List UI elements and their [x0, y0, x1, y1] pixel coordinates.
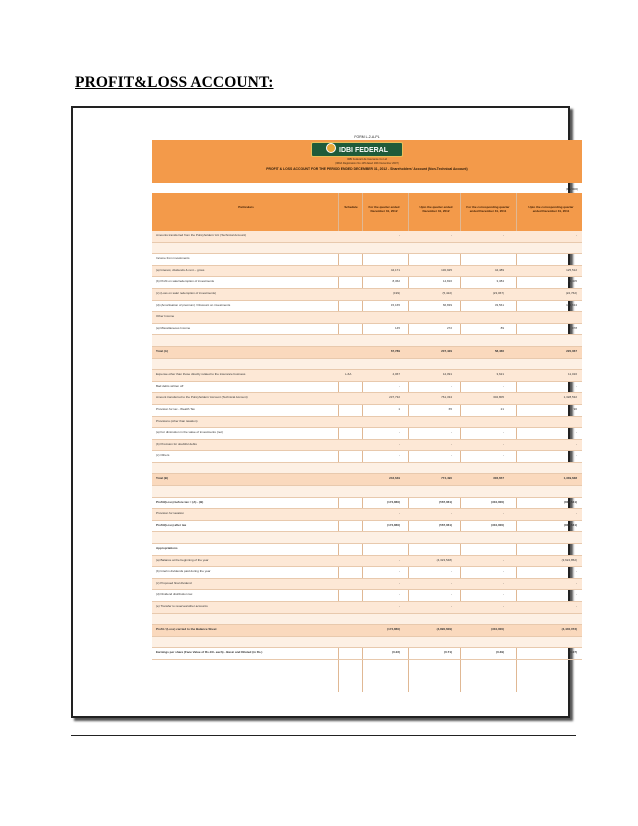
table-cell: (199): [392, 290, 400, 295]
table-cell: -: [399, 453, 400, 458]
table-cell: (22,762): [565, 290, 577, 295]
table-cell: Provision for taxation: [156, 511, 185, 516]
table-cell: -: [399, 592, 400, 597]
table-cell: 145: [394, 325, 400, 330]
table-cell: 21: [500, 406, 504, 411]
table-cell: 978: [571, 325, 577, 330]
table-cell: 14,816: [442, 279, 452, 284]
table-row: [152, 637, 582, 649]
currency-label: (Rs.'000): [565, 187, 578, 191]
table-cell: 220,067: [566, 348, 577, 353]
table-row: [152, 243, 582, 255]
company-logo: [311, 142, 403, 157]
table-cell: -: [451, 511, 452, 516]
table-cell: Profit/(Loss) before tax = (A) - (B): [156, 499, 204, 504]
table-cell: (310,000): [491, 499, 504, 504]
column-header: Schedule: [344, 205, 358, 209]
table-cell: 66,839: [442, 302, 452, 307]
table-cell: -: [451, 441, 452, 446]
table-cell: 1,328,532: [563, 395, 577, 400]
table-row: [152, 567, 582, 579]
page-heading: PROFIT&LOSS ACCOUNT:: [75, 74, 274, 91]
table-cell: (4,323,548): [436, 557, 452, 562]
table-row: [152, 648, 582, 660]
table-cell: -: [503, 592, 504, 597]
table-cell: -: [503, 383, 504, 388]
table-cell: -: [503, 441, 504, 446]
table-cell: -: [503, 233, 504, 237]
table-row: [152, 486, 582, 498]
table-cell: 4,067: [392, 372, 400, 377]
table-cell: 103,634: [566, 302, 577, 307]
column-header: Upto the corresponding quarter ended December 31, 2011: [528, 205, 574, 214]
table-cell: (174,860): [387, 522, 400, 527]
table-cell: 774,490: [441, 476, 452, 481]
table-cell: -: [576, 580, 577, 585]
table-cell: (567,061): [439, 522, 452, 527]
logo-mark-icon: [326, 143, 336, 153]
table-row: [152, 417, 582, 429]
table-cell: -: [451, 604, 452, 608]
table-cell: -: [399, 383, 400, 388]
table-cell: (b) Profit on sale/redemption of investments: [156, 279, 215, 284]
table-row: [152, 544, 582, 556]
table-cell: (a) Miscellaneous Income: [156, 325, 191, 330]
table-cell: 306,657: [493, 476, 504, 481]
table-row: [152, 590, 582, 602]
table-cell: Provision for tax - Wealth Tax: [156, 406, 195, 411]
table-cell: Profit / (Loss) carried to the Balance Sheet: [156, 627, 217, 632]
table-cell: -: [399, 569, 400, 574]
registration-line: (IRDA Registration No.135 dated 19th December 2007): [335, 162, 399, 165]
statement-title: PROFIT & LOSS ACCOUNT FOR THE PERIOD ENDED DECEMBER 31, 2012 - Shareholders' Account (Non-Technical Account): [266, 167, 468, 171]
table-cell: 242,649: [389, 476, 400, 481]
table-row: [152, 463, 582, 475]
table-cell: -: [576, 383, 577, 388]
table-cell: -: [451, 383, 452, 388]
column-header: Upto the quarter ended December 31, 2012: [419, 205, 453, 214]
table-cell: 12,091: [442, 372, 452, 377]
table-cell: -: [399, 441, 400, 446]
logo-text: IDBI FEDERAL: [339, 147, 388, 154]
table-cell: -: [451, 233, 452, 237]
table-cell: Provisions (other than taxation): [156, 418, 198, 423]
table-cell: (b) Provision for doubtful debts: [156, 441, 197, 446]
table-cell: (0.39): [496, 650, 504, 655]
table-row: [152, 532, 582, 544]
table-cell: -: [399, 557, 400, 562]
table-cell: 89: [500, 325, 504, 330]
table-cell: 302,805: [493, 395, 504, 400]
table-cell: 1: [398, 406, 400, 411]
table-cell: Appropriations: [156, 546, 178, 551]
table-cell: -: [451, 453, 452, 458]
table-cell: (c) (Loss on sale/ redemption of investments): [156, 290, 217, 295]
table-row: [152, 440, 582, 452]
table-cell: Bad debts written off: [156, 383, 184, 388]
table-cell: 1,339,638: [563, 476, 577, 481]
table-cell: (b) Interim dividends paid during the year: [156, 569, 211, 574]
table-cell: -: [576, 604, 577, 608]
table-cell: (23,067): [492, 290, 504, 295]
column-header-row: [152, 193, 582, 231]
table-cell: -: [503, 430, 504, 435]
table-cell: (a) For diminution in the value of investments (net): [156, 430, 223, 435]
table-cell: -: [503, 580, 504, 585]
table-cell: (819,541): [564, 499, 577, 504]
table-cell: (819,541): [564, 522, 577, 527]
statement-rows: [152, 231, 582, 660]
statement-image-frame: [71, 106, 578, 718]
table-row: [152, 405, 582, 417]
table-cell: 44,489: [494, 267, 504, 272]
table-cell: 130,925: [441, 267, 452, 272]
table-row: [152, 324, 582, 336]
table-cell: Income from investments: [156, 256, 190, 261]
table-row: [152, 254, 582, 266]
table-cell: Amount transferred to the Policyholders' Account (Technical Account): [156, 395, 248, 400]
table-cell: Expense other than those directly related to the insurance business: [156, 372, 246, 377]
table-cell: -: [399, 511, 400, 516]
table-cell: -: [451, 569, 452, 574]
column-header: For the quarter ended December 31, 2012: [368, 205, 400, 214]
table-row: [152, 277, 582, 289]
table-row: [152, 289, 582, 301]
table-cell: 272: [446, 325, 452, 330]
table-row: [152, 393, 582, 405]
table-cell: -: [503, 569, 504, 574]
table-cell: 33,561: [494, 302, 504, 307]
table-cell: -: [451, 580, 452, 585]
table-row: [152, 266, 582, 278]
table-cell: -: [576, 441, 577, 446]
table-row: [152, 231, 582, 243]
table-cell: -: [399, 233, 400, 237]
table-cell: Earnings per share (Face Value of Rs.10/- each) - Basic and Diluted (in Rs.): [156, 650, 263, 655]
table-cell: 237,732: [389, 395, 400, 400]
table-row: [152, 370, 582, 382]
table-cell: (e) Transfer to reserves/other accounts: [156, 604, 208, 608]
table-cell: (0.22): [392, 650, 400, 655]
table-cell: -: [503, 557, 504, 562]
column-header: Particulars: [238, 205, 254, 209]
table-cell: (310,000): [491, 522, 504, 527]
table-cell: (4,440,073): [561, 627, 577, 632]
table-cell: -: [399, 580, 400, 585]
table-row: [152, 428, 582, 440]
table-cell: (567,061): [439, 499, 452, 504]
table-row: [152, 382, 582, 394]
table-cell: -: [451, 592, 452, 597]
table-cell: (a) Balance at the beginning of the year: [156, 557, 209, 562]
table-cell: (c) Proposed final dividend: [156, 580, 192, 585]
table-cell: L-6A: [345, 372, 352, 377]
table-cell: -: [576, 569, 577, 574]
table-cell: Total (A): [156, 348, 168, 353]
table-row: [152, 301, 582, 313]
table-cell: (3,624,852): [561, 557, 577, 562]
table-cell: 8,362: [392, 279, 400, 284]
table-cell: (d) Dividend distribution tax: [156, 592, 193, 597]
table-cell: Amounts transferred from the Policyholders' A/c (Technical Account): [156, 233, 247, 237]
table-cell: -: [503, 511, 504, 516]
table-row: [152, 521, 582, 533]
form-reference: FORM L-2-A-PL: [354, 135, 380, 139]
table-cell: 207,429: [441, 348, 452, 353]
table-cell: (a) Interest, dividends & rent – gross: [156, 267, 205, 272]
table-cell: (5,422): [442, 290, 452, 295]
table-row: [152, 451, 582, 463]
table-row: [152, 509, 582, 521]
document-header: [152, 140, 582, 183]
table-cell: 14,405: [567, 279, 577, 284]
table-row: [152, 335, 582, 347]
table-cell: 44,171: [390, 267, 400, 272]
table-row: [152, 556, 582, 568]
table-row: [152, 625, 582, 637]
table-cell: 65: [448, 406, 452, 411]
table-cell: (1.07): [569, 650, 577, 655]
table-cell: 58,466: [494, 348, 504, 353]
column-header: For the corresponding quarter ended December 31, 2011: [466, 205, 510, 214]
table-cell: 3,621: [496, 372, 504, 377]
table-cell: 11,016: [568, 372, 577, 377]
table-cell: -: [576, 453, 577, 458]
table-cell: (0.71): [444, 650, 452, 655]
table-cell: 15,165: [390, 302, 400, 307]
table-cell: -: [576, 233, 577, 237]
table-row: [152, 312, 582, 324]
table-row: [152, 614, 582, 626]
table-cell: 67,789: [390, 348, 400, 353]
table-cell: (c) Others: [156, 453, 170, 458]
bottom-divider: [71, 735, 576, 736]
table-row: [152, 498, 582, 510]
table-row: [152, 359, 582, 371]
table-cell: (174,860): [387, 499, 400, 504]
table-cell: Other Income: [156, 314, 175, 319]
table-cell: 761,334: [441, 395, 452, 400]
table-cell: -: [503, 604, 504, 608]
table-cell: (4,890,609): [436, 627, 452, 632]
table-cell: Profit/(Loss) after tax: [156, 522, 187, 527]
table-cell: -: [451, 430, 452, 435]
table-cell: Total (B): [156, 476, 168, 481]
table-row: [152, 579, 582, 591]
table-cell: 125,512: [566, 267, 577, 272]
table-cell: -: [503, 453, 504, 458]
table-cell: 3,384: [496, 279, 504, 284]
table-row: [152, 602, 582, 614]
table-cell: -: [399, 604, 400, 608]
table-cell: (174,860): [387, 627, 400, 632]
table-cell: -: [576, 511, 577, 516]
profit-loss-statement: [152, 135, 582, 692]
table-cell: (d) (Amortisation of premium) / Discount on investments: [156, 302, 231, 307]
table-row: [152, 347, 582, 359]
company-name: IDBI Federal Life Insurance Co Ltd: [347, 158, 387, 161]
table-row: [152, 474, 582, 486]
table-cell: -: [399, 430, 400, 435]
table-cell: -: [576, 430, 577, 435]
table-cell: -: [576, 592, 577, 597]
table-cell: 90: [573, 406, 577, 411]
table-cell: (310,000): [491, 627, 504, 632]
